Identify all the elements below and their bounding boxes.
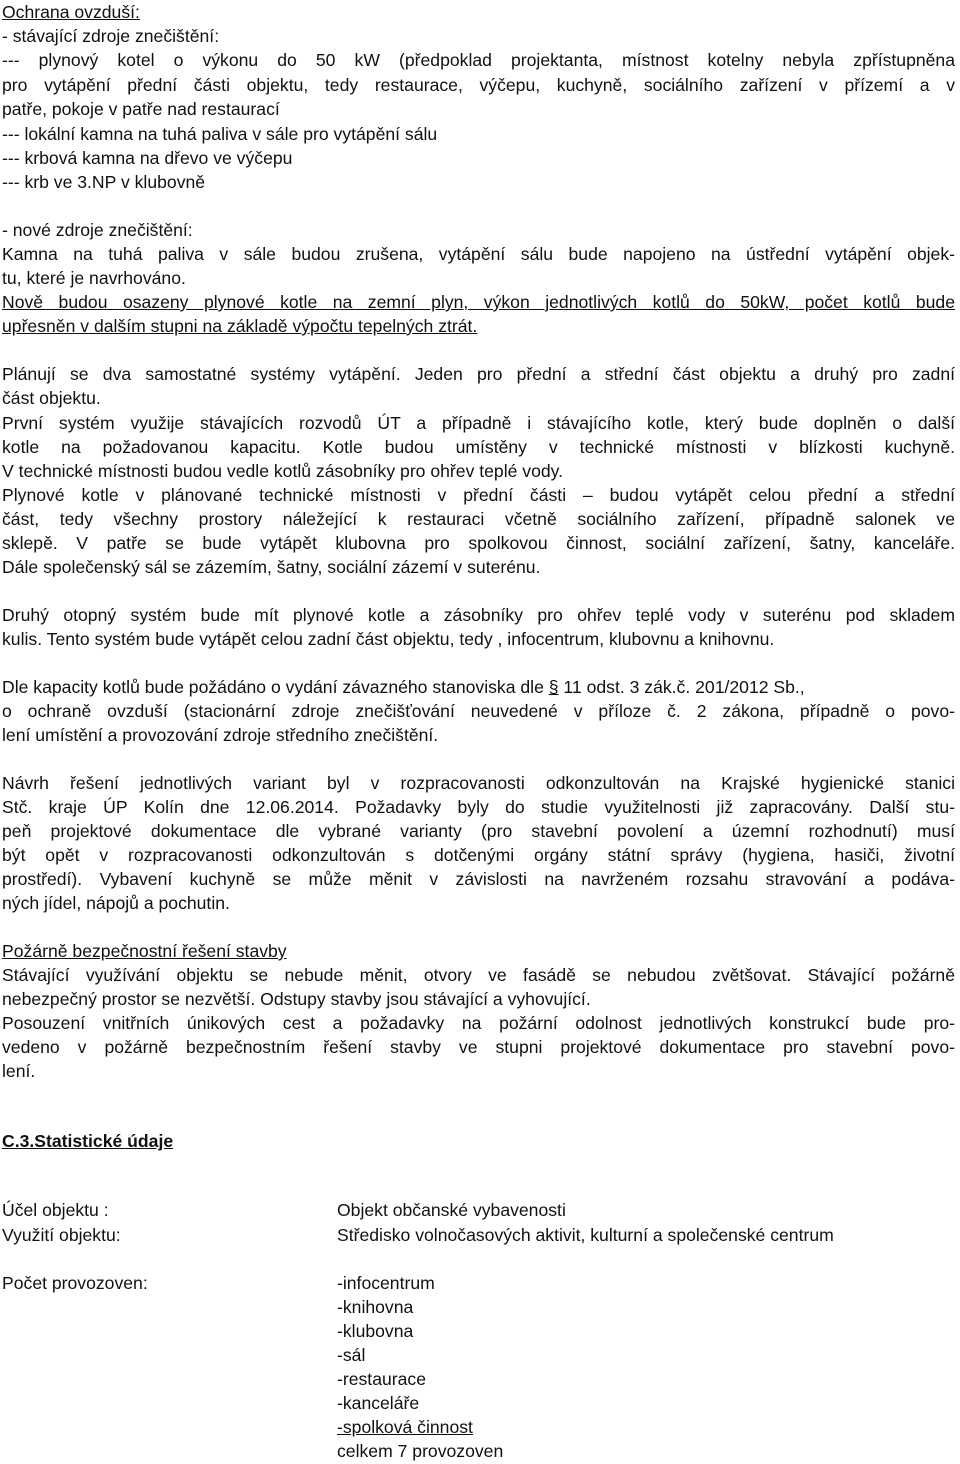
design-line: peň projektové dokumentace dle vybrané varianty (pro stavební povolení a územní rozhodnutí) musí: [2, 821, 955, 841]
permit-line: lení umístění a provozování zdroje středního znečištění.: [2, 725, 439, 745]
systems-line: část, tedy všechny prostory náležející k restauraci včetně sociálního zařízení, případně salonek ve: [2, 509, 955, 529]
air-protection-heading: Ochrana ovzduší:: [2, 2, 140, 22]
systems-line: část objektu.: [2, 388, 101, 408]
new-line: tu, které je navrhováno.: [2, 268, 186, 288]
purpose-value: Objekt občanské vybavenosti: [337, 1200, 566, 1220]
permit-line: o ochraně ovzduší (stacionární zdroje znečišťování neuvedené v příloze č. 2 zákona, případně o povo-: [2, 701, 955, 721]
gas-boilers-line: upřesněn v dalším stupni na základě výpočtu tepelných ztrát.: [2, 316, 478, 336]
systems-line: kotle na požadovanou kapacitu. Kotle budou umístěny v technické místnosti v blízkosti kuchyně.: [2, 437, 955, 457]
fire-line: lení.: [2, 1061, 36, 1081]
design-line: Stč. kraje ÚP Kolín dne 12.06.2014. Požadavky byly do studie využitelnosti již zapracovány. Další stu-: [2, 797, 955, 817]
statistics-heading: C.3.Statistické údaje: [2, 1131, 174, 1151]
gas-boilers-line: Nově budou osazeny plynové kotle na zemní plyn, výkon jednotlivých kotlů do 50kW, počet kotlů bude: [2, 292, 955, 312]
design-line: ných jídel, nápojů a pochutin.: [2, 893, 230, 913]
use-value: Středisko volnočasových aktivit, kulturní a společenské centrum: [337, 1225, 834, 1245]
unit-item: -sál: [337, 1345, 366, 1365]
section-sign: §: [548, 677, 559, 697]
systems-line: Plynové kotle v plánované technické místnosti v přední části – budou vytápět celou přední a střední: [2, 485, 955, 505]
systems-line: První systém využije stávajících rozvodů ÚT a případně i stávajícího kotle, který bude doplněn o další: [2, 413, 955, 433]
existing-line: --- lokální kamna na tuhá paliva v sále pro vytápění sálu: [2, 124, 438, 144]
purpose-label: Účel objektu :: [2, 1200, 109, 1220]
design-line: Návrh řešení jednotlivých variant byl v rozpracovanosti odkonzultován na Krajské hygienické stanici: [2, 773, 955, 793]
existing-line: --- krb ve 3.NP v klubovně: [2, 172, 206, 192]
unit-item: -klubovna: [337, 1321, 414, 1341]
design-line: být opět v rozpracovanosti odkonzultován s dotčenými orgány státní správy (hygiena, hasiči, životní: [2, 845, 955, 865]
unit-item: -infocentrum: [337, 1273, 435, 1293]
permit-text: 11 odst. 3 zák.č. 201/2012 Sb.,: [558, 677, 805, 697]
systems-line: Dále společenský sál se zázemím, šatny, sociální zázemí v suterénu.: [2, 557, 541, 577]
existing-line: --- plynový kotel o výkonu do 50 kW (předpoklad projektanta, místnost kotelny nebyla zpřístupněna: [2, 50, 955, 70]
fire-line: vedeno v požárně bezpečnostním řešení stavby ve stupni projektové dokumentace pro stavební povo-: [2, 1037, 955, 1057]
units-total: celkem 7 provozoven: [337, 1441, 504, 1461]
systems-line: sklepě. V patře se bude vytápět klubovna pro spolkovou činnost, sociální zařízení, šatny, kanceláře.: [2, 533, 955, 553]
fire-line: Posouzení vnitřních únikových cest a požadavky na požární odolnost jednotlivých konstrukcí bude pro-: [2, 1013, 955, 1033]
fire-safety-heading: Požárně bezpečnostní řešení stavby: [2, 941, 287, 961]
existing-sources-label: - stávající zdroje znečištění:: [2, 26, 220, 46]
fire-line: nebezpečný prostor se nezvětší. Odstupy stavby jsou stávající a vyhovující.: [2, 989, 591, 1009]
existing-line: --- krbová kamna na dřevo ve výčepu: [2, 148, 293, 168]
second-system-line: Druhý otopný systém bude mít plynové kotle a zásobníky pro ohřev teplé vody v suterénu pod skladem: [2, 605, 955, 625]
second-system-line: kulis. Tento systém bude vytápět celou zadní část objektu, tedy , infocentrum, klubovnu a knihovnu.: [2, 629, 775, 649]
existing-line: patře, pokoje v patře nad restaurací: [2, 99, 280, 119]
permit-line: [2, 677, 805, 698]
unit-item: -spolková činnost: [337, 1417, 473, 1437]
permit-text: Dle kapacity kotlů bude požádáno o vydání závazného stanoviska dle: [2, 677, 549, 697]
unit-item: -restaurace: [337, 1369, 426, 1389]
units-label: Počet provozoven:: [2, 1273, 148, 1293]
systems-line: V technické místnosti budou vedle kotlů zásobníky pro ohřev teplé vody.: [2, 461, 564, 481]
existing-line: pro vytápění přední části objektu, tedy restaurace, výčepu, kuchyně, sociálního zařízení v přízemí a v: [2, 75, 955, 95]
unit-item: -knihovna: [337, 1297, 414, 1317]
unit-item: -kanceláře: [337, 1393, 420, 1413]
use-label: Využití objektu:: [2, 1225, 121, 1245]
fire-line: Stávající využívání objektu se nebude měnit, otvory ve fasádě se nebudou zvětšovat. Stávající požárně: [2, 965, 955, 985]
design-line: prostředí). Vybavení kuchyně se může měnit v závislosti na navrženém rozsahu stravování a podáva-: [2, 869, 955, 889]
new-sources-label: - nové zdroje znečištění:: [2, 220, 193, 240]
systems-line: Plánují se dva samostatné systémy vytápění. Jeden pro přední a střední část objektu a druhý pro zadní: [2, 364, 955, 384]
new-line: Kamna na tuhá paliva v sále budou zrušena, vytápění sálu bude napojeno na ústřední vytápění objek-: [2, 244, 955, 264]
